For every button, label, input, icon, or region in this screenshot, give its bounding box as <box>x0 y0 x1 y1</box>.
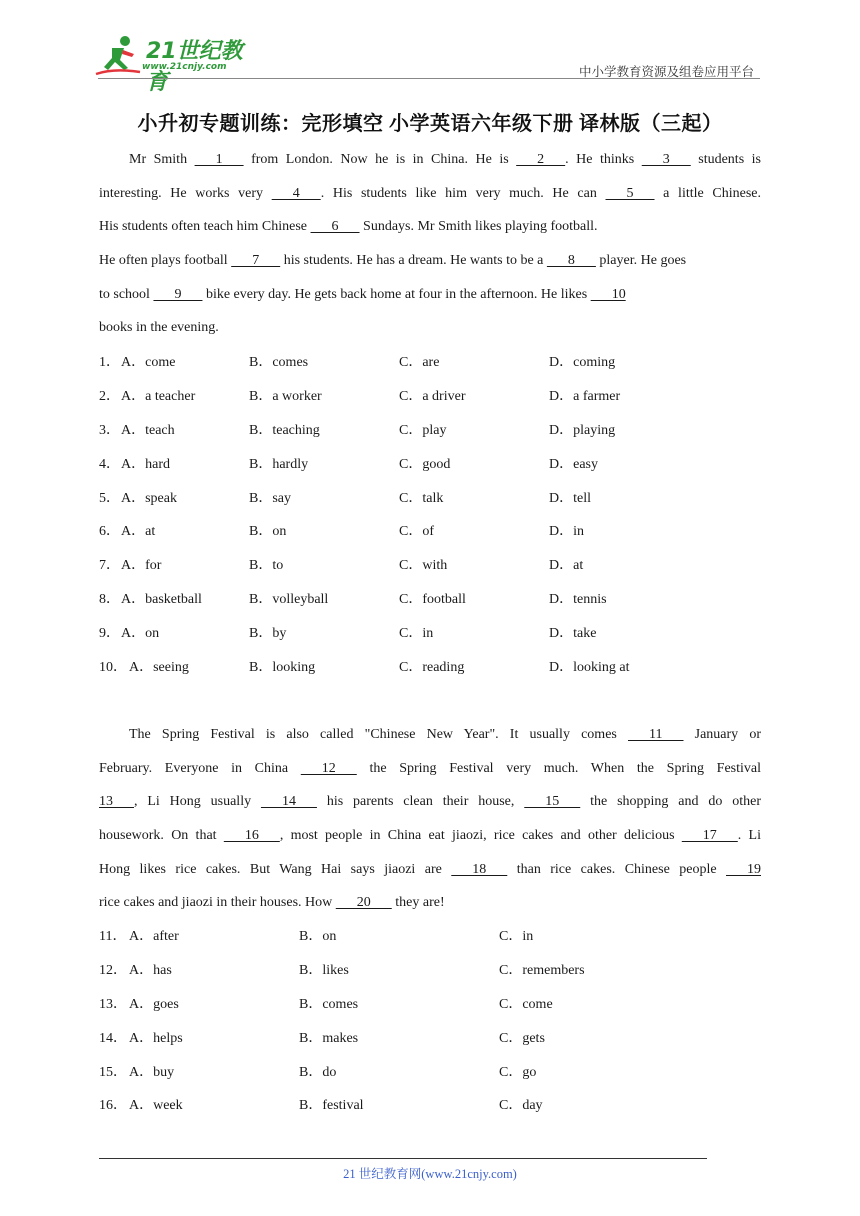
option-d[interactable]: D．a farmer <box>549 388 621 404</box>
option-b[interactable]: B．looking <box>249 660 316 676</box>
option-c[interactable]: C．come <box>499 996 553 1012</box>
answer-blank: 18 <box>451 861 508 877</box>
passage-text: students is <box>690 152 761 167</box>
option-c[interactable]: C．good <box>399 456 451 472</box>
passage-1 <box>99 143 761 345</box>
passage-line <box>99 278 761 312</box>
answer-blank: 17 <box>681 828 738 844</box>
option-a[interactable]: A．basketball <box>121 592 202 608</box>
passage-line <box>99 177 761 211</box>
passage-text: Hong likes rice cakes. But Wang Hai says jiaozi are <box>99 861 452 877</box>
question-number: 12． <box>99 962 127 978</box>
option-b[interactable]: B．likes <box>299 962 349 978</box>
passage-line <box>99 244 761 278</box>
logo-url: www.21cnjy.com <box>142 62 227 72</box>
question-number: 5． <box>99 490 120 506</box>
option-a[interactable]: A．at <box>121 524 156 540</box>
page-title: 小升初专题训练：完形填空 小学英语六年级下册 译林版（三起） <box>137 113 723 135</box>
answer-blank: 13 <box>99 794 134 810</box>
option-b[interactable]: B．by <box>249 626 287 642</box>
passage-line <box>99 143 761 177</box>
passage-text: player. He goes <box>595 253 687 269</box>
header-divider <box>98 78 760 79</box>
option-b[interactable]: B．do <box>299 1064 337 1080</box>
passage-text: books in the evening. <box>99 320 219 336</box>
question-number: 2． <box>99 388 120 404</box>
answer-blank: 10 <box>590 286 626 302</box>
option-b[interactable]: B．makes <box>299 1030 359 1046</box>
option-a[interactable]: A．for <box>121 558 162 574</box>
question-number: 13． <box>99 996 127 1012</box>
passage-line <box>99 785 761 819</box>
answer-blank: 9 <box>153 286 203 302</box>
option-a[interactable]: A．helps <box>129 1030 183 1046</box>
option-b[interactable]: B．on <box>299 929 337 944</box>
option-b[interactable]: B．volleyball <box>249 592 329 608</box>
passage-text: . He thinks <box>565 152 642 167</box>
option-b[interactable]: B．say <box>249 490 291 506</box>
option-a[interactable]: A．speak <box>121 490 177 506</box>
site-logo[interactable] <box>94 34 264 95</box>
passage-text: than rice cakes. Chinese people <box>507 861 726 877</box>
footer-site-link[interactable]: 21 世纪教育网(www.21cnjy.com) <box>343 1167 517 1181</box>
passage-text: He often plays football <box>99 253 232 269</box>
passage-text: The Spring Festival is also called "Chinese New Year". It usually comes <box>129 727 629 742</box>
question-number: 15． <box>99 1064 127 1080</box>
question-number: 4． <box>99 456 120 472</box>
option-c[interactable]: C．are <box>399 355 440 370</box>
option-c[interactable]: C．play <box>399 422 447 438</box>
option-c[interactable]: C．reading <box>399 660 465 676</box>
answer-blank: 19 <box>726 861 761 877</box>
option-b[interactable]: B．to <box>249 558 284 574</box>
option-a[interactable]: A．buy <box>129 1064 175 1080</box>
option-c[interactable]: C．with <box>399 558 448 574</box>
option-c[interactable]: C．talk <box>399 490 444 506</box>
option-d[interactable]: D．at <box>549 558 584 574</box>
option-d[interactable]: D．take <box>549 626 597 642</box>
passage-text: housework. On that <box>99 828 224 844</box>
option-c[interactable]: C．remembers <box>499 962 585 978</box>
passage-text: February. Everyone in China <box>99 760 301 776</box>
passage-text: Sundays. Mr Smith likes playing football. <box>359 219 598 235</box>
answer-blank: 16 <box>223 828 280 844</box>
question-number: 10． <box>99 660 127 676</box>
passage-text: , most people in China eat jiaozi, rice cakes and other delicious <box>279 828 682 844</box>
answer-blank: 6 <box>310 219 360 235</box>
passage-text: His students often teach him Chinese <box>99 219 311 235</box>
option-b[interactable]: B．teaching <box>249 422 320 438</box>
option-a[interactable]: A．teach <box>121 422 175 438</box>
option-d[interactable]: D．looking at <box>549 660 630 676</box>
passage-text: from London. Now he is in China. He is <box>243 152 517 167</box>
passage-line <box>99 210 761 244</box>
answer-blank: 15 <box>524 794 581 810</box>
passage-text: the Spring Festival very much. When the Spring Festival <box>356 760 761 776</box>
question-number: 1． <box>99 355 120 370</box>
passage-text: Mr Smith <box>129 152 195 167</box>
question-number: 14． <box>99 1030 127 1046</box>
passage-text: his students. He has a dream. He wants to be a <box>280 253 547 269</box>
option-c[interactable]: C．a driver <box>399 388 466 404</box>
passage-text: . His students like him very much. He can <box>320 185 606 201</box>
passage-text: . Li <box>737 828 761 844</box>
question-number: 11． <box>99 929 127 944</box>
passage-line <box>99 853 761 887</box>
option-d[interactable]: D．easy <box>549 456 598 472</box>
question-number: 8． <box>99 592 120 608</box>
passage-text: to school <box>99 286 154 302</box>
option-d[interactable]: D．coming <box>549 355 616 370</box>
passage-text: his parents clean their house, <box>316 794 525 810</box>
option-b[interactable]: B．festival <box>299 1098 364 1114</box>
option-d[interactable]: D．playing <box>549 422 616 438</box>
option-a[interactable]: A．goes <box>129 996 179 1012</box>
header-platform-name: 中小学教育资源及组卷应用平台 <box>578 65 754 79</box>
answer-blank: 5 <box>605 185 655 201</box>
option-c[interactable]: C．day <box>499 1098 543 1114</box>
option-d[interactable]: D．in <box>549 524 584 540</box>
logo-text: 21世纪教育 <box>146 39 243 95</box>
answer-blank: 8 <box>546 253 596 269</box>
runner-icon <box>94 34 144 78</box>
option-a[interactable]: A．week <box>129 1098 183 1114</box>
passage-text: a little Chinese. <box>654 185 761 201</box>
option-c[interactable]: C．go <box>499 1064 537 1080</box>
option-a[interactable]: A．after <box>129 929 179 944</box>
option-c[interactable]: C．of <box>399 524 434 540</box>
question-number: 6． <box>99 524 120 540</box>
passage-2 <box>99 718 761 920</box>
passage-text: bike every day. He gets back home at four in the afternoon. He likes <box>202 286 591 302</box>
passage-line <box>99 819 761 853</box>
option-b[interactable]: B．on <box>249 524 287 540</box>
passage-text: January or <box>683 727 761 742</box>
question-number: 3． <box>99 422 120 438</box>
option-b[interactable]: B．comes <box>299 996 359 1012</box>
option-c[interactable]: C．football <box>399 592 466 608</box>
option-b[interactable]: B．hardly <box>249 456 309 472</box>
option-a[interactable]: A．hard <box>121 456 170 472</box>
option-a[interactable]: A．has <box>129 962 172 978</box>
passage-line <box>99 886 761 920</box>
option-c[interactable]: C．gets <box>499 1030 545 1046</box>
answer-blank: 1 <box>194 152 244 167</box>
passage-line <box>99 718 761 752</box>
answer-blank: 7 <box>231 253 281 269</box>
question-number: 16． <box>99 1098 127 1114</box>
answer-blank: 3 <box>641 152 691 167</box>
answer-blank: 14 <box>260 794 317 810</box>
option-a[interactable]: A．seeing <box>129 660 189 676</box>
passage-line <box>99 311 761 345</box>
question-number: 7． <box>99 558 120 574</box>
option-c[interactable]: C．in <box>499 929 534 944</box>
answer-blank: 11 <box>628 727 684 742</box>
option-d[interactable]: D．tell <box>549 490 591 506</box>
page-header <box>0 0 860 95</box>
passage-line <box>99 752 761 786</box>
passage-text: the shopping and do other <box>580 794 761 810</box>
passage-text: interesting. He works very <box>99 185 272 201</box>
option-a[interactable]: A．on <box>121 626 160 642</box>
answer-blank: 4 <box>271 185 321 201</box>
passage-text: , Li Hong usually <box>134 794 261 810</box>
answer-blank: 12 <box>300 760 357 776</box>
option-d[interactable]: D．tennis <box>549 592 607 608</box>
passage-text: they are! <box>391 895 445 911</box>
answer-blank: 20 <box>335 895 392 911</box>
option-b[interactable]: B．comes <box>249 355 309 370</box>
option-a[interactable]: A．a teacher <box>121 388 196 404</box>
passage-text: rice cakes and jiaozi in their houses. How <box>99 895 336 911</box>
option-b[interactable]: B．a worker <box>249 388 322 404</box>
option-a[interactable]: A．come <box>121 355 176 370</box>
question-number: 9． <box>99 626 120 642</box>
answer-blank: 2 <box>516 152 566 167</box>
footer-divider <box>99 1158 707 1159</box>
option-c[interactable]: C．in <box>399 626 434 642</box>
